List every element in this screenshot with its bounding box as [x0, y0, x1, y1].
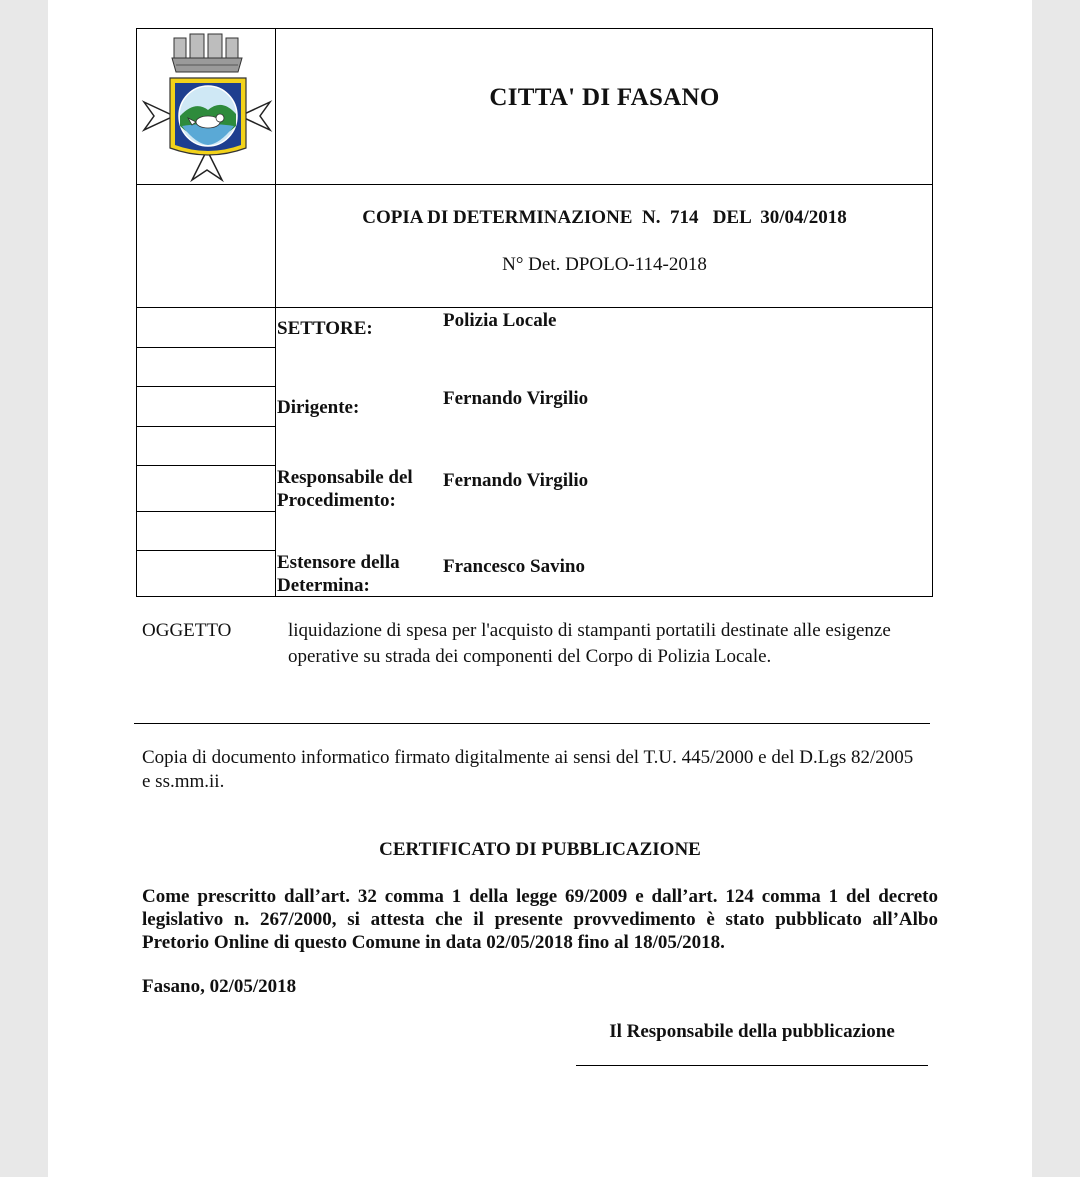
manager-label: Dirigente: — [277, 397, 360, 418]
certificate-line-1: Come prescritto dall’art. 32 comma 1 della legge 69/2009 e dall’art. 124 comma 1 del decreto — [142, 886, 938, 907]
digital-copy-line-2: e ss.mm.ii. — [142, 771, 225, 792]
signature-line — [576, 1065, 928, 1066]
subject-line-1: liquidazione di spesa per l'acquisto di stampanti portatili destinate alle esigenze — [288, 620, 891, 641]
digital-copy-line-1: Copia di documento informatico firmato digitalmente ai sensi del T.U. 445/2000 e del D.Lgs 82/2005 — [142, 747, 914, 768]
city-crest-icon — [140, 30, 274, 182]
certificate-text — [142, 885, 938, 954]
sector-value: Polizia Locale — [443, 310, 557, 331]
determination-title: COPIA DI DETERMINAZIONE N. 714 DEL 30/04/2018 — [362, 207, 847, 228]
drafter-label — [277, 551, 400, 597]
digital-copy-note — [142, 746, 942, 794]
determination-number: N° Det. DPOLO-114-2018 — [502, 254, 707, 275]
procedure-manager-label-line1: Responsabile del — [277, 467, 413, 488]
signatory-title: Il Responsabile della pubblicazione — [609, 1021, 895, 1042]
certificate-line-2: legislativo n. 267/2000, si attesta che il presente provvedimento è stato pubblicato all’Albo — [142, 909, 938, 930]
drafter-value: Francesco Savino — [443, 556, 585, 577]
drafter-label-line2: Determina: — [277, 575, 370, 596]
city-name-title: CITTA' DI FASANO — [489, 84, 720, 111]
subject-line-2: operative su strada dei componenti del Corpo di Polizia Locale. — [288, 646, 772, 667]
procedure-manager-label-line2: Procedimento: — [277, 490, 396, 511]
drafter-label-line1: Estensore della — [277, 552, 400, 573]
subject-label: OGGETTO — [142, 620, 232, 641]
certificate-title: CERTIFICATO DI PUBBLICAZIONE — [379, 839, 701, 860]
manager-value: Fernando Virgilio — [443, 388, 589, 409]
certificate-line-3: Pretorio Online di questo Comune in data 02/05/2018 fino al 18/05/2018. — [142, 932, 725, 953]
procedure-manager-value: Fernando Virgilio — [443, 470, 589, 491]
sector-label: SETTORE: — [277, 318, 373, 339]
procedure-manager-label — [277, 466, 413, 512]
section-divider — [134, 723, 930, 724]
place-date: Fasano, 02/05/2018 — [142, 976, 297, 997]
subject-text — [288, 618, 928, 670]
